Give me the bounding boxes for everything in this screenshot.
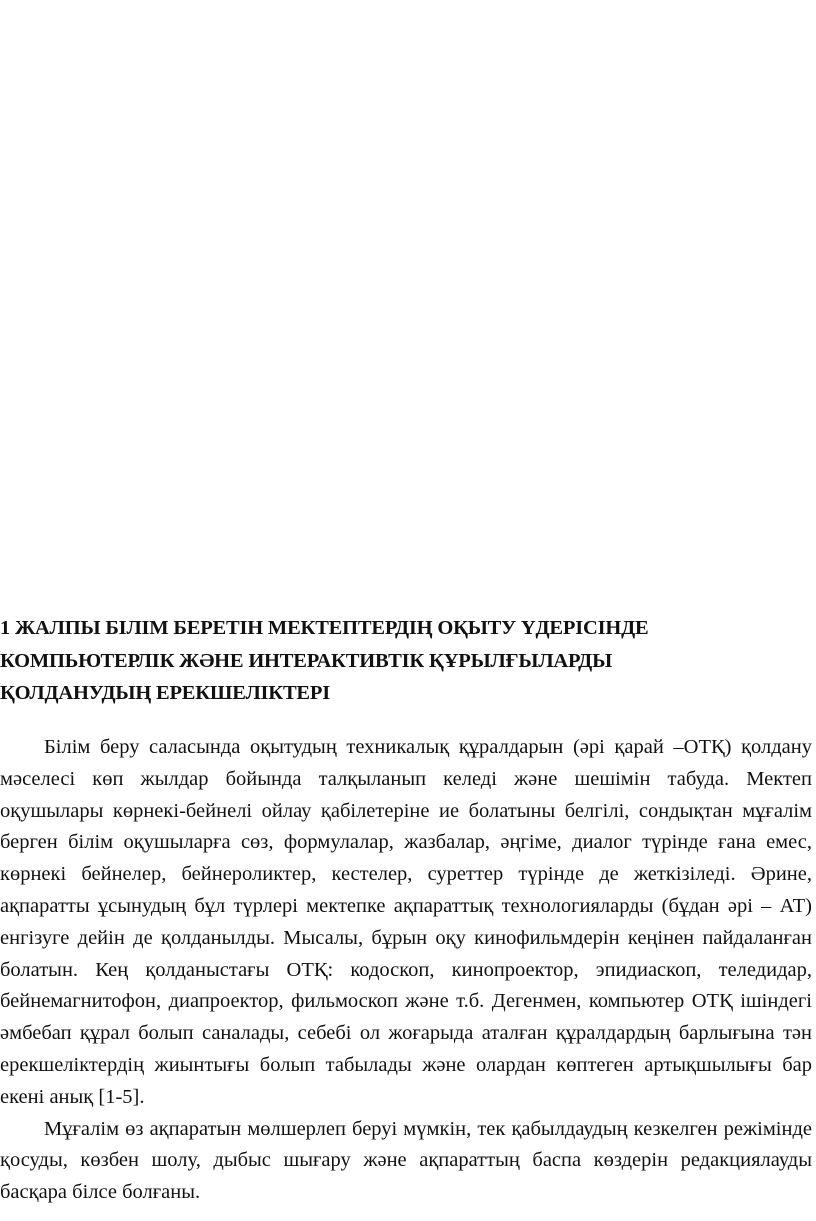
heading-line-2: КОМПЬЮТЕРЛІК ЖӘНЕ ИНТЕРАКТИВТІК ҚҰРЫЛҒЫЛАРДЫ — [0, 649, 612, 672]
heading-line-3: ҚОЛДАНУДЫҢ ЕРЕКШЕЛІКТЕРІ — [0, 682, 331, 704]
paragraph-2: Мұғалім өз ақпаратын мөлшерлеп беруі мүмкін, тек қабылдаудың кезкелген режімінде қосуды, көзбен шолу, дыбыс шығару және ақпараттың баспа көздерін редакциялауды басқара білсе болғаны. — [0, 1117, 812, 1204]
heading-line-1: 1 ЖАЛПЫ БІЛІМ БЕРЕТІН МЕКТЕПТЕРДІҢ ОҚЫТУ ҮДЕРІСІНДЕ — [0, 617, 649, 639]
body-text — [0, 732, 812, 1209]
paragraph-1: Білім беру саласында оқытудың техникалық құралдарын (әрі қарай –ОТҚ) қолдану мәселесі көп жылдар бойында талқыланып келеді және шешімін табуда. Мектеп оқушылары көрнекі-бейнелі ойлау қабілетеріне ие болатыны белгілі, сондықтан мұғалім берген білім оқушыларға сөз, формулалар, жазбалар, әңгіме, диалог түрінде ғана емес, көрнекі бейнелер, бейнероликтер, кестелер, суреттер түрінде де жеткізіледі. Әрине, ақпаратты ұсынудың бұл түрлері мектепке ақпараттық технологияларды (бұдан әрі – АТ) енгізуге дейін де қолданылды. Мысалы, бұрын оқу кинофильмдерін кеңінен пайдаланған болатын. Кең қолданыстағы ОТҚ: кодоскоп, кинопроектор, эпидиаскоп, теледидар, бейнемагнитофон, диапроектор, фильмоскоп және т.б. Дегенмен, компьютер ОТҚ ішіндегі әмбебап құрал болып саналады, себебі ол жоғарыда аталған құралдардың барлығына тән ерекшеліктердің жиынтығы болып табылады және олардан көптеген артықшылығы бар екені анық [1-5]. — [0, 736, 812, 1108]
section-heading — [0, 612, 812, 710]
